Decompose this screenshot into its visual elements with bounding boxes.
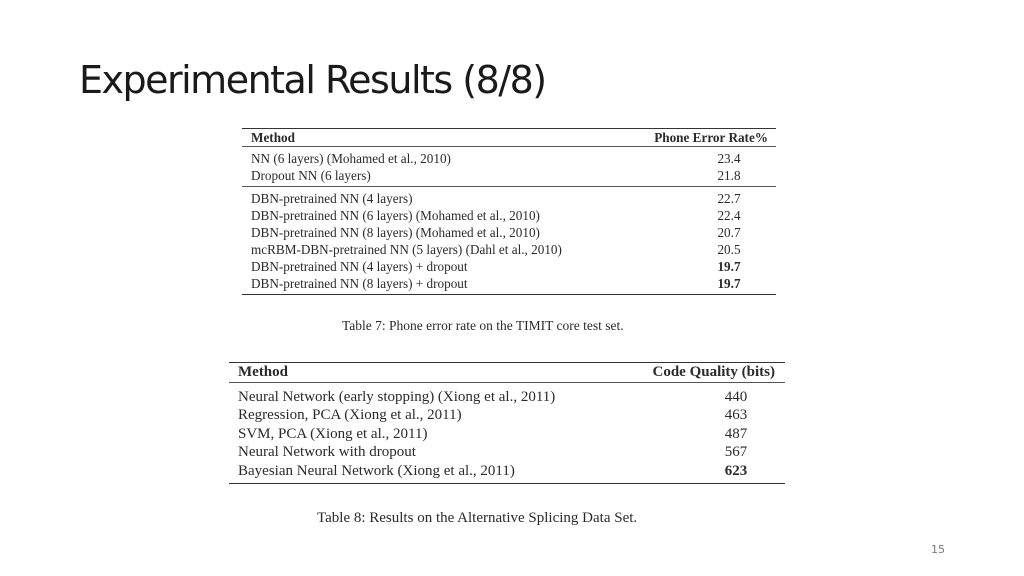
table-bottom-rule xyxy=(242,294,776,295)
table-group xyxy=(242,147,776,186)
row-value: 487 xyxy=(724,425,748,442)
row-method: SVM, PCA (Xiong et al., 2011) xyxy=(238,425,428,442)
row-method: mcRBM-DBN-pretrained NN (5 layers) (Dahl et al., 2010) xyxy=(251,242,562,257)
table-row xyxy=(242,150,776,167)
row-method: Regression, PCA (Xiong et al., 2011) xyxy=(238,407,462,423)
table-group xyxy=(229,383,785,484)
table-bottom-rule xyxy=(229,483,785,484)
table-row xyxy=(242,241,776,258)
table-row xyxy=(242,190,776,207)
table-row xyxy=(242,224,776,241)
row-value: 23.4 xyxy=(717,151,741,166)
row-value: 21.8 xyxy=(717,168,741,183)
header-code-quality: Code Quality (bits) xyxy=(652,364,775,380)
table-8 xyxy=(229,362,785,484)
row-value: 22.7 xyxy=(717,191,741,206)
row-value: 22.4 xyxy=(717,208,741,223)
row-method: Dropout NN (6 layers) xyxy=(251,168,371,183)
header-phone-error-rate: Phone Error Rate% xyxy=(654,130,768,145)
row-value-best: 19.7 xyxy=(717,259,741,274)
slide-title: Experimental Results (8/8) xyxy=(79,58,546,102)
table-7 xyxy=(242,128,776,295)
table-7-caption: Table 7: Phone error rate on the TIMIT core test set. xyxy=(342,318,624,333)
row-value-best: 623 xyxy=(724,462,748,479)
table-header-row xyxy=(229,363,785,382)
header-method: Method xyxy=(238,364,288,380)
table-row xyxy=(229,388,785,407)
row-method: NN (6 layers) (Mohamed et al., 2010) xyxy=(251,151,451,166)
table-row xyxy=(229,443,785,462)
table-row xyxy=(229,406,785,425)
header-method: Method xyxy=(251,130,295,145)
row-method: DBN-pretrained NN (4 layers) + dropout xyxy=(251,259,468,274)
table-row xyxy=(242,258,776,275)
row-value-best: 19.7 xyxy=(717,276,741,291)
row-method: DBN-pretrained NN (8 layers) (Mohamed et al., 2010) xyxy=(251,225,540,240)
row-value: 20.5 xyxy=(717,242,741,257)
table-row xyxy=(229,425,785,444)
row-method: DBN-pretrained NN (6 layers) (Mohamed et al., 2010) xyxy=(251,208,540,223)
row-value: 567 xyxy=(724,444,748,460)
row-method: Bayesian Neural Network (Xiong et al., 2011) xyxy=(238,462,515,479)
row-value: 440 xyxy=(724,388,748,405)
table-group xyxy=(242,187,776,294)
row-value: 20.7 xyxy=(717,225,741,240)
table-row xyxy=(242,167,776,184)
row-method: DBN-pretrained NN (8 layers) + dropout xyxy=(251,276,468,291)
row-value: 463 xyxy=(724,407,748,423)
row-method: Neural Network with dropout xyxy=(238,444,416,460)
table-8-caption: Table 8: Results on the Alternative Splicing Data Set. xyxy=(317,510,638,526)
table-row xyxy=(242,275,776,292)
page-number: 15 xyxy=(931,543,945,556)
table-header-row xyxy=(242,129,776,146)
table-row xyxy=(242,207,776,224)
row-method: Neural Network (early stopping) (Xiong et al., 2011) xyxy=(238,388,556,405)
table-row xyxy=(229,462,785,481)
row-method: DBN-pretrained NN (4 layers) xyxy=(251,191,413,206)
